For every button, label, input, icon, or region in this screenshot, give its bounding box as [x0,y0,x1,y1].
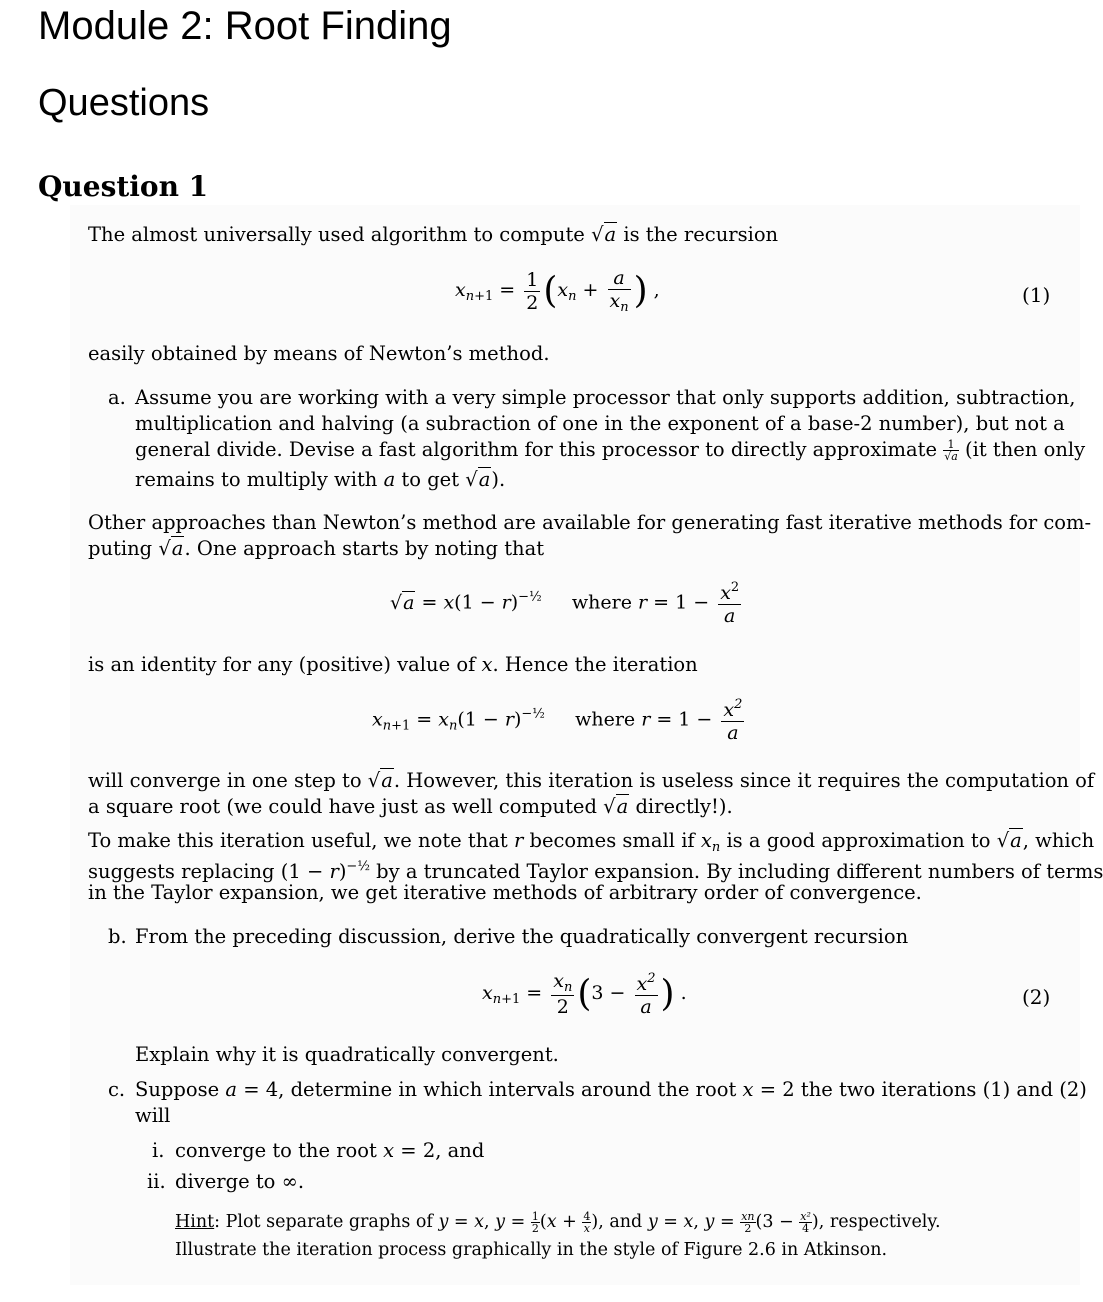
useful-line: To make this iteration useful, we note that r becomes small if $x_n$ is a good approximation to √a, which [88,829,1095,855]
part-a-marker: a. [108,386,126,409]
other-approaches-line: Other approaches than Newton’s method are available for generating fast iterative methods for com- [88,511,1092,534]
part-b-line: From the preceding discussion, derive the quadratically convergent recursion [135,925,909,948]
useful-line: in the Taylor expansion, we get iterative methods of arbitrary order of convergence. [88,881,922,904]
sub-i-line: converge to the root x = 2, and [175,1139,485,1162]
part-a-line: general divide. Devise a fast algorithm for this processor to directly approximate $\frac{1}{√a}$ (it then only [135,438,1086,463]
part-a-line: Assume you are working with a very simple processor that only supports addition, subtraction, [135,386,1076,409]
converge-line: will converge in one step to √a. However, this iteration is useless since it requires the computation of [88,769,1095,792]
sub-i-marker: i. [152,1139,165,1162]
identity-equation: $√a = x(1 - r)^{-\frac{1}{2}}$ where r = 1 − $\frac{x^2}{a}$ [390,580,740,627]
hint-line: Hint: Plot separate graphs of y = x, y = $\frac{1}{2}$ (x + $\frac{4}{x}$ ), and y = x, y = $\frac{xn}{2}$ (3 − $\frac{\text{x²}}{4}$ ), respectively. [175,1210,941,1235]
iteration-equation: $x_{n+1} = x_n(1 - r)^{-\frac{1}{2}}$ where r = 1 − $\frac{x^2}{a}$ [372,697,743,744]
equation-1: $x_{n+1}$ = $\frac{1}{2}$ ($x_n$ + $\frac{a}{x_n}$ ) , [455,267,660,315]
module-title: Module 2: Root Finding [38,4,452,48]
part-c-line: will [135,1104,171,1127]
hint-line: Illustrate the iteration process graphically in the style of Figure 2.6 in Atkinson. [175,1240,888,1260]
section-title: Questions [38,82,210,124]
part-c-line: Suppose a = 4, determine in which intervals around the root x = 2 the two iterations (1) and (2) [135,1078,1087,1101]
sub-ii-marker: ii. [147,1170,166,1193]
identity-line: is an identity for any (positive) value of x. Hence the iteration [88,653,698,676]
after-eq1-line: easily obtained by means of Newton’s method. [88,342,550,365]
converge-line: a square root (we could have just as well computed √a directly!). [88,795,733,818]
equation-2: $x_{n+1}$ = $\frac{x_n}{2}$ (3 − $\frac{x^2}{a}$ ) . [482,970,687,1018]
equation-2-label: (2) [1022,985,1051,1009]
intro-line: The almost universally used algorithm to compute √a is the recursion [88,223,779,246]
part-b-marker: b. [108,925,127,948]
useful-line: suggests replacing $(1 - r)^{-\frac{1}{2}}$ by a truncated Taylor expansion. By including different numbers of terms [88,859,1103,883]
equation-1-label: (1) [1022,283,1051,307]
sub-ii-line: diverge to ∞. [175,1170,305,1193]
other-approaches-line: puting √a. One approach starts by noting that [88,537,545,560]
hint-label: Hint [175,1212,215,1232]
question-title: Question 1 [38,170,209,203]
explain-line: Explain why it is quadratically convergent. [135,1043,559,1066]
part-a-line: multiplication and halving (a subraction of one in the exponent of a base-2 number), but not a [135,412,1065,435]
question-paper [70,205,1103,1285]
part-a-line: remains to multiply with a to get √a). [135,468,506,491]
part-c-marker: c. [108,1078,126,1101]
